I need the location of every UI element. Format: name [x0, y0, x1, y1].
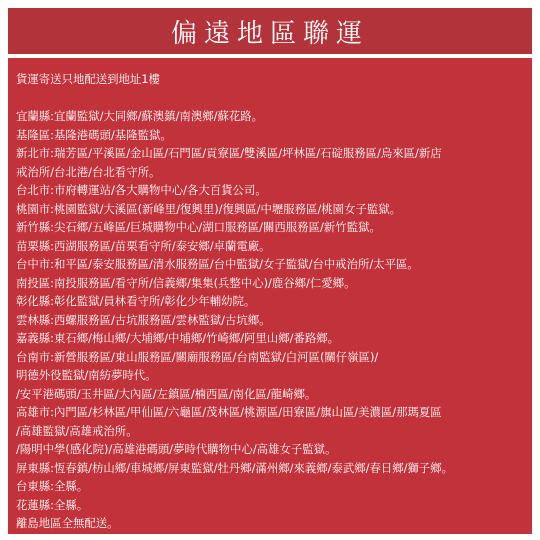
region-line: 離島地區全無配送。	[16, 516, 119, 530]
page-title: 偏遠地區聯運	[170, 18, 369, 49]
region-line: 明德外役監獄/南紡夢時代。	[16, 368, 157, 382]
region-line: 花蓮縣:全縣。	[16, 497, 89, 512]
region-line: 台北市:市府轉運站/各大購物中心/各大百貨公司。	[16, 183, 267, 197]
region-line: /高雄監獄/高雄戒治所。	[16, 423, 138, 438]
region-line: 台南市:新營服務區/東山服務區/關廟服務區/台南監獄/白河區(關仔嶺區)/	[16, 349, 379, 364]
region-line: 基隆區:基隆港碼頭/基隆監獄。	[16, 127, 172, 142]
region-line: /陽明中學(感化院)/高雄港碼頭/夢時代購物中心/高雄女子監獄。	[16, 442, 337, 456]
region-line: 彰化縣:彰化監獄/員林看守所/彰化少年輔幼院。	[16, 294, 256, 308]
region-line: 嘉義縣:東石鄉/梅山鄉/大埔鄉/中埔鄉/竹崎鄉/阿里山鄉/番路鄉。	[16, 331, 340, 345]
region-line: 雲林縣:西螺服務區/古坑服務區/雲林監獄/古坑鄉。	[16, 312, 271, 327]
region-line: 戒治所/台北港/台北看守所。	[16, 164, 161, 179]
content-panel	[8, 58, 532, 534]
region-line: 屏東縣:恆春鎮/枋山鄉/車城鄉/屏東監獄/牡丹鄉/滿州鄉/來義鄉/泰武鄉/春日鄉/獅子鄉。	[16, 460, 454, 475]
region-line: 新北市:瑞芳區/平溪區/金山區/石門區/貢寮區/雙溪區/坪林區/石碇服務區/烏來區/新店	[16, 146, 442, 160]
intro-text: 貨運寄送只地配送到地址1樓	[16, 72, 160, 86]
region-line: 高雄市:內門區/杉林區/甲仙區/六龜區/茂林區/桃源區/田寮區/旗山區/美濃區/那瑪夏區	[16, 405, 442, 419]
region-line: 台中市:和平區/泰安服務區/清水服務區/台中監獄/女子監獄/台中戒治所/太平區。	[16, 257, 419, 271]
region-line: 苗栗縣:西湖服務區/苗栗看守所/泰安鄉/卓蘭電廠。	[16, 238, 271, 253]
region-line: 新竹縣:尖石鄉/五峰區/巨城購物中心/湖口服務區/關西服務區/新竹監獄。	[16, 220, 381, 234]
region-list	[16, 107, 526, 533]
title-banner	[8, 8, 532, 54]
region-line: 桃園市:桃園監獄/大溪區(新峰里/復興里)/復興區/中壢服務區/桃園女子監獄。	[16, 201, 402, 216]
region-line: 台東縣:全縣。	[16, 479, 89, 493]
region-line: /安平港碼頭/玉井區/大內區/左鎮區/楠西區/南化區/龍崎鄉。	[16, 386, 317, 401]
region-line: 宜蘭縣:宜蘭監獄/大同鄉/蘇澳鎮/南澳鄉/蘇花路。	[16, 109, 264, 123]
region-line: 南投區:南投服務區/看守所/信義鄉/集集(兵整中心)/鹿谷鄉/仁愛鄉。	[16, 275, 356, 290]
